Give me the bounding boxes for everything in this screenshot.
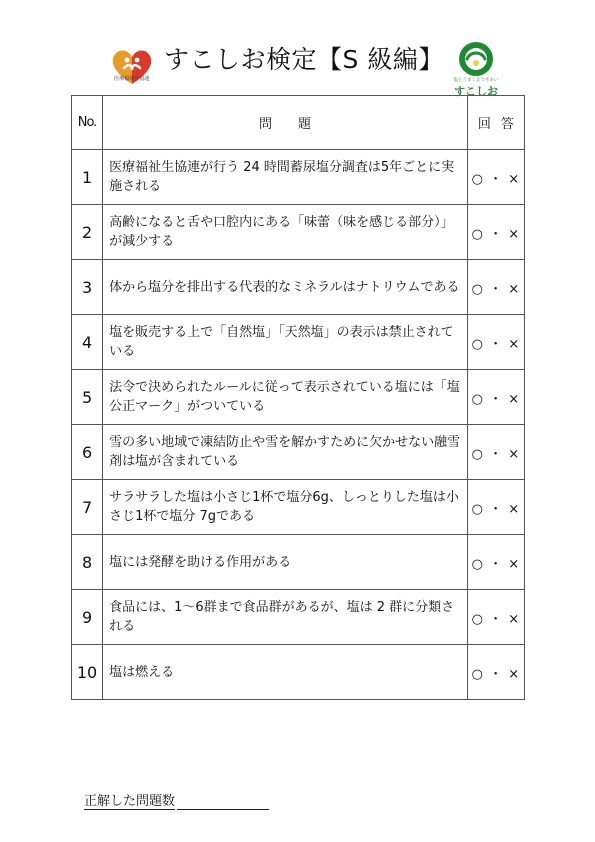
- right-logo-tagline: 塩とうまくおつきあい: [453, 78, 499, 83]
- question-number: 9: [72, 590, 103, 645]
- header-no: No.: [72, 96, 103, 150]
- table-row: [72, 645, 525, 700]
- question-number: 10: [72, 645, 103, 700]
- answer-choice[interactable]: ○ ・ ×: [467, 315, 524, 370]
- question-text: 医療福祉生協連が行う 24 時間蓄尿塩分調査は5年ごとに実施される: [103, 150, 468, 205]
- table-row: [72, 315, 525, 370]
- question-text: 食品には、1～6群まで食品群があるが、塩は 2 群に分類される: [103, 590, 468, 645]
- question-text: 塩には発酵を助ける作用がある: [103, 535, 468, 590]
- answer-choice[interactable]: ○ ・ ×: [467, 205, 524, 260]
- question-number: 8: [72, 535, 103, 590]
- header-question: 問題: [103, 96, 468, 150]
- header-answer: 回答: [467, 96, 524, 150]
- answer-choice[interactable]: ○ ・ ×: [467, 535, 524, 590]
- answer-choice[interactable]: ○ ・ ×: [467, 150, 524, 205]
- answer-choice[interactable]: ○ ・ ×: [467, 645, 524, 700]
- answer-choice[interactable]: ○ ・ ×: [467, 480, 524, 535]
- question-number: 7: [72, 480, 103, 535]
- question-number: 1: [72, 150, 103, 205]
- question-number: 2: [72, 205, 103, 260]
- question-text: 法令で決められたルールに従って表示されている塩には「塩公正マーク」がついている: [103, 370, 468, 425]
- question-text: 塩は燃える: [103, 645, 468, 700]
- answer-choice[interactable]: ○ ・ ×: [467, 425, 524, 480]
- score-footer: [84, 790, 269, 810]
- question-number: 5: [72, 370, 103, 425]
- score-label: 正解した問題数: [84, 794, 176, 809]
- score-blank-line[interactable]: [177, 795, 269, 810]
- document-header: [0, 34, 595, 96]
- answer-choice[interactable]: ○ ・ ×: [467, 370, 524, 425]
- question-text: 雪の多い地域で凍結防止や雪を解かすために欠かせない融雪剤は塩が含まれている: [103, 425, 468, 480]
- question-number: 6: [72, 425, 103, 480]
- table-row: [72, 590, 525, 645]
- table-row: [72, 205, 525, 260]
- answer-choice[interactable]: ○ ・ ×: [467, 590, 524, 645]
- question-text: 体から塩分を排出する代表的なミネラルはナトリウムである: [103, 260, 468, 315]
- table-row: [72, 425, 525, 480]
- table-header-row: [72, 96, 525, 150]
- answer-choice[interactable]: ○ ・ ×: [467, 260, 524, 315]
- left-logo-caption: 医療福祉生協連: [114, 76, 150, 82]
- table-row: [72, 480, 525, 535]
- question-text: サラサラした塩は小さじ1杯で塩分6g、しっとりした塩は小さじ1杯で塩分 7gである: [103, 480, 468, 535]
- page-title: すこしお検定【S 級編】: [164, 45, 444, 74]
- question-number: 4: [72, 315, 103, 370]
- question-number: 3: [72, 260, 103, 315]
- question-text: 塩を販売する上で「自然塩」「天然塩」の表示は禁止されている: [103, 315, 468, 370]
- table-row: [72, 150, 525, 205]
- table-row: [72, 260, 525, 315]
- question-text: 高齢になると舌や口腔内にある「味蕾（味を感じる部分）」が減少する: [103, 205, 468, 260]
- quiz-table: [71, 95, 525, 700]
- heart-hands-logo-icon: [106, 44, 158, 90]
- right-logo-name: すこしお: [454, 85, 498, 98]
- table-row: [72, 370, 525, 425]
- table-row: [72, 535, 525, 590]
